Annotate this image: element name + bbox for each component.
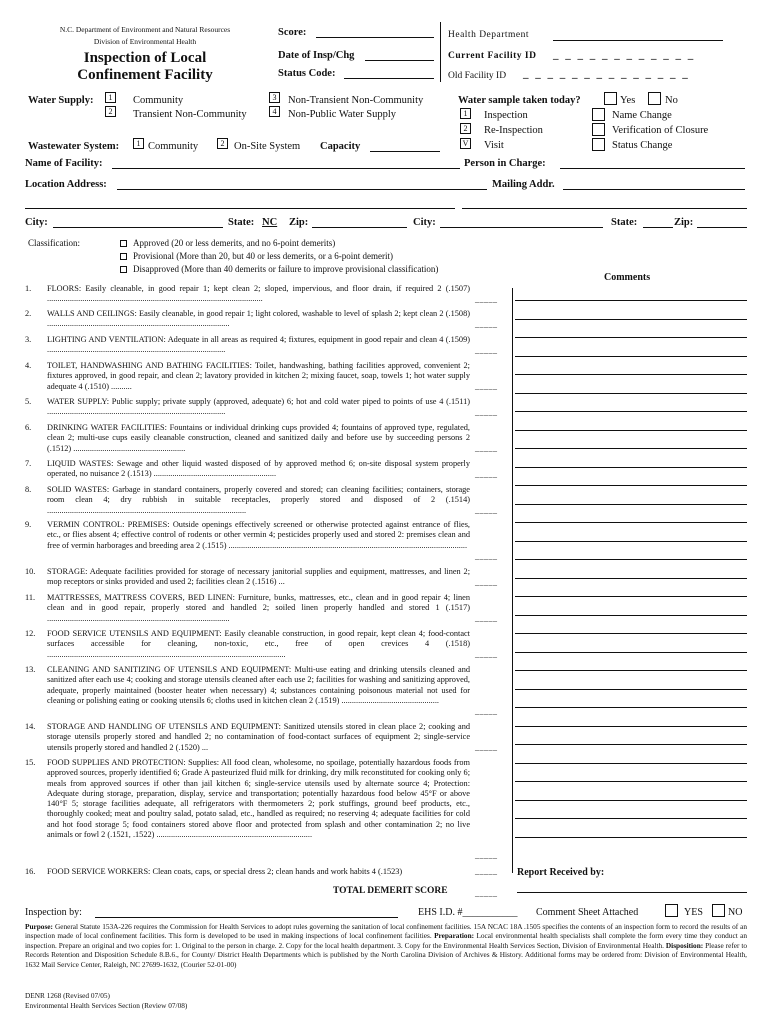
zip2-label: Zip: xyxy=(674,217,694,228)
wastewater-opt2-label: On-Site System xyxy=(234,141,301,152)
comment-line[interactable] xyxy=(515,670,747,671)
health-dept-label: Health Department xyxy=(448,30,530,40)
comments-heading: Comments xyxy=(604,272,651,283)
classification-label: Classification: xyxy=(28,238,80,248)
reason-visit-box[interactable]: V xyxy=(460,138,471,149)
report-received-label: Report Received by: xyxy=(517,867,605,878)
item-floors-score[interactable]: _____ xyxy=(475,295,498,304)
comment-sheet-label: Comment Sheet Attached xyxy=(536,907,639,918)
status-change-label: Status Change xyxy=(612,140,673,151)
comment-line[interactable] xyxy=(515,374,747,375)
wastewater-opt1-label: Community xyxy=(148,141,199,152)
item-food-workers-score[interactable]: _____ xyxy=(475,867,498,876)
comment-line[interactable] xyxy=(515,448,747,449)
comment-line[interactable] xyxy=(515,707,747,708)
item-cleaning-sanitizing: 13. CLEANING AND SANITIZING OF UTENSILS AND EQUIPMENT: Multi-use eating and drinking utensils cleaned and sanitized after each use 4; cooking and storage utensils cleaned after each use 2; facilities for washing and sanitizing approved, adequate, properly maintained (booster heater when necessary) 4; substances containing poisonous material not used for cleaning or polishing eating or cooking utensils 6; cloths used in kitchen clean 2 (.1519) ............................................... xyxy=(25,665,470,705)
comment-line[interactable] xyxy=(515,633,747,634)
item-liquid-wastes: 7. LIQUID WASTES: Sewage and other liquid wasted disposed of by approved method 6; on-site disposal system properly operated, no nuisance 2 (.1513) ........................................................... xyxy=(25,459,470,479)
item-cleaning-sanitizing-score[interactable]: _____ xyxy=(475,707,498,716)
status-change-box[interactable] xyxy=(592,138,605,151)
item-water-supply-score[interactable]: _____ xyxy=(475,408,498,417)
name-change-label: Name Change xyxy=(612,110,672,121)
old-facility-label: Old Facility ID xyxy=(448,71,507,81)
water-supply-label: Water Supply: xyxy=(28,95,94,106)
comment-line[interactable] xyxy=(515,467,747,468)
item-food-utensils-score[interactable]: _____ xyxy=(475,650,498,659)
comment-line[interactable] xyxy=(515,596,747,597)
comment-line[interactable] xyxy=(515,800,747,801)
comment-sheet-yes-label: YES xyxy=(684,907,703,918)
wastewater-label: Wastewater System: xyxy=(28,141,120,152)
item-solid-wastes: 8. SOLID WASTES: Garbage in standard containers, properly covered and stored; can cleaning facilities; containers, storage room clean 4; dry rubbish in suitable receptacles, properly stored and disposed of 2 (.1514) ................................................................................................ xyxy=(25,485,470,515)
verification-closure-label: Verification of Closure xyxy=(612,125,709,136)
item-toilet: 4. TOILET, HANDWASHING AND BATHING FACILITIES: Toilet, handwashing, bathing facilities approved, convenient 2; fixtures approved, in good repair, and clean 2; lavatory provided in kitchen 2; mixing faucet, soap, towels 1; hot water supply adequate 4 (.1510) .......... xyxy=(25,361,470,391)
item-mattresses-score[interactable]: _____ xyxy=(475,614,498,623)
name-change-box[interactable] xyxy=(592,108,605,121)
comment-line[interactable] xyxy=(515,615,747,616)
comment-line[interactable] xyxy=(515,411,747,412)
item-vermin-control-score[interactable]: _____ xyxy=(475,552,498,561)
current-facility-label: Current Facility ID xyxy=(448,51,537,61)
comment-line[interactable] xyxy=(515,393,747,394)
zip2-field[interactable] xyxy=(697,227,747,228)
total-demerit-score[interactable]: _____ xyxy=(475,889,498,898)
reason-inspection-box[interactable]: 1 xyxy=(460,108,471,119)
comment-line[interactable] xyxy=(515,726,747,727)
total-demerit-label: TOTAL DEMERIT SCORE xyxy=(333,886,448,896)
water-supply-opt2-label: Transient Non-Community xyxy=(133,109,247,120)
item-liquid-wastes-score[interactable]: _____ xyxy=(475,470,498,479)
item-vermin-control: 9. VERMIN CONTROL: PREMISES: Outside openings effectively screened or otherwise protected against entrance of flies, etc., or flies absent 4; effective control of rodents or other vermin 4; pesticides properly used and stored 2: premises clean and free of vermin harborages and breeding area 2 (.1515) ................................................................................................................... xyxy=(25,520,470,550)
item-lighting-score[interactable]: _____ xyxy=(475,346,498,355)
water-sample-label: Water sample taken today? xyxy=(458,95,581,106)
water-sample-no-label: No xyxy=(665,95,678,106)
city2-field[interactable] xyxy=(440,227,603,228)
person-in-charge-field[interactable] xyxy=(560,168,745,169)
comment-line[interactable] xyxy=(515,319,747,320)
location-address-line2[interactable] xyxy=(25,208,455,209)
mailing-address-line2[interactable] xyxy=(462,208,747,209)
classification-provisional[interactable]: Provisional (More than 20, but 40 or less demerits, or a 6-point demerit) xyxy=(120,251,393,261)
comment-line[interactable] xyxy=(515,837,747,838)
date-field[interactable] xyxy=(365,60,434,61)
wastewater-opt1-box[interactable]: 1 xyxy=(133,138,144,149)
location-address-field[interactable] xyxy=(117,189,487,190)
item-food-supplies: 15. FOOD SUPPLIES AND PROTECTION: Supplies: All food clean, wholesome, no spoilage, potentially hazardous foods from approved sources, properly identified 6; Grade A pasteurized fluid milk for drinking, dry milk reconstituted for cooking only 6; meals from approved sources if other than jail kitchen 6; single-service utensils used by alternate source 4; Protection: Adequate during storage, preparation, display, service and transportation; potentially hazardous food below 45°F or above 140°F 5; storage facilities adequate, all refrigerators with thermometers 2; pork stuffings, ground beef products, etc., thoroughly cooked; meat and poultry salad, potato salad, etc., handled as required; no reserving 4; adequate facilities for cold and hot food storage 5; food containers stored above floor and protected from splash and other contamination 2; no live animals or fowl 2 (.1521, .1522) ........................................................................... xyxy=(25,758,470,840)
comment-line[interactable] xyxy=(515,522,747,523)
reason-visit-label: Visit xyxy=(484,140,504,151)
item-walls-ceilings: 2. WALLS AND CEILINGS: Easily cleanable, in good repair 1; light colored, washable to level of splash 2; kept clean 2 (.1508) ........................................................................................ xyxy=(25,309,470,329)
item-solid-wastes-score[interactable]: _____ xyxy=(475,506,498,515)
city-field[interactable] xyxy=(53,227,223,228)
water-supply-opt3[interactable]: 3 xyxy=(269,92,280,103)
item-storage-handling: 14. STORAGE AND HANDLING OF UTENSILS AND EQUIPMENT: Sanitized utensils stored in clean place 2; cooking and storage utensils properly stored and handled 2; no contamination of food-contact surfaces of equipment 2; single-service utensils properly stored and handled 2 (.1520) ... xyxy=(25,722,470,752)
reason-inspection-label: Inspection xyxy=(484,110,528,121)
comment-line[interactable] xyxy=(515,485,747,486)
comment-sheet-no-label: NO xyxy=(728,907,743,918)
water-supply-opt3-label: Non-Transient Non-Community xyxy=(288,95,424,106)
reason-reinspection-box[interactable]: 2 xyxy=(460,123,471,134)
water-supply-opt1[interactable]: 1 xyxy=(105,92,116,103)
header-divider xyxy=(440,22,441,82)
item-drinking-water-score[interactable]: _____ xyxy=(475,444,498,453)
water-supply-opt4-label: Non-Public Water Supply xyxy=(288,109,397,120)
division-name: Division of Environmental Health xyxy=(93,37,197,46)
comment-sheet-no-box[interactable] xyxy=(712,904,725,917)
form-id: DENR 1268 (Revised 07/05) xyxy=(25,991,110,1000)
ehs-id-field[interactable]: EHS I.D. #___________ xyxy=(418,907,518,918)
water-supply-opt4[interactable]: 4 xyxy=(269,106,280,117)
item-food-supplies-score[interactable]: _____ xyxy=(475,851,498,860)
item-toilet-score[interactable]: _____ xyxy=(475,382,498,391)
zip-label: Zip: xyxy=(289,217,309,228)
verification-closure-box[interactable] xyxy=(592,123,605,136)
item-storage: 10. STORAGE: Adequate facilities provided for storage of necessary janitorial supplies and equipment, mattresses, and linen 2; mop receptors or sinks provided and used 2; facilities clean 2 (.1516) ... xyxy=(25,567,470,587)
item-food-utensils: 12. FOOD SERVICE UTENSILS AND EQUIPMENT: Easily cleanable construction, in good repair, kept clean 4; food-contact surfaces accessible for cleaning, non-toxic, etc., free of open crevices 4 (.1518) ................................................................................................................... xyxy=(25,629,470,659)
zip-field[interactable] xyxy=(312,227,407,228)
water-sample-no-box[interactable] xyxy=(648,92,661,105)
date-label: Date of Insp/Chg xyxy=(278,50,355,61)
report-received-field[interactable] xyxy=(517,892,747,893)
health-dept-field[interactable] xyxy=(553,40,723,41)
item-water-supply: 5. WATER SUPPLY: Public supply; private supply (approved, adequate) 6; hot and cold water piped to points of use 4 (.1511) ...................................................................................... xyxy=(25,397,470,417)
status-code-field[interactable] xyxy=(344,78,434,79)
item-mattresses: 11. MATTRESSES, MATTRESS COVERS, BED LINEN: Furniture, bunks, mattresses, etc., clean and in good repair 4; linen clean and in good repair, properly stored and handled 2; soiled linen properly handled and stored 1 (.1517) ........................................................................................ xyxy=(25,593,470,623)
item-drinking-water: 6. DRINKING WATER FACILITIES: Fountains or individual drinking cups provided 4; fountains of approved type, regulated, clean 2; multi-use cups easily cleanable construction, cleaned and sanitized daily and before use by succeeding persons 2 (.1512) ...................................................... xyxy=(25,423,470,453)
state2-field[interactable] xyxy=(643,227,673,228)
facility-name-label: Name of Facility: xyxy=(25,158,103,169)
old-facility-field[interactable]: _ _ _ _ _ _ _ _ _ _ _ _ _ _ xyxy=(523,68,690,80)
water-supply-opt1-label: Community xyxy=(133,95,184,106)
section-review: Environmental Health Services Section (Review 07/08) xyxy=(25,1001,188,1010)
state2-label: State: xyxy=(611,217,638,228)
wastewater-opt2-box[interactable]: 2 xyxy=(217,138,228,149)
comment-line[interactable] xyxy=(515,430,747,431)
person-in-charge-label: Person in Charge: xyxy=(464,158,546,169)
inspection-by-label: Inspection by: xyxy=(25,907,82,918)
item-food-workers: 16. FOOD SERVICE WORKERS: Clean coats, caps, or special dress 2; clean hands and work habits 4 (.1523) xyxy=(25,867,403,876)
form-title-line1: Inspection of Local xyxy=(83,50,207,66)
comment-line[interactable] xyxy=(515,689,747,690)
comment-line[interactable] xyxy=(515,781,747,782)
water-sample-yes-label: Yes xyxy=(620,95,636,106)
classification-approved[interactable]: Approved (20 or less demerits, and no 6-point demerits) xyxy=(120,238,335,248)
location-address-label: Location Address: xyxy=(25,179,107,190)
comment-line[interactable] xyxy=(515,652,747,653)
facility-name-field[interactable] xyxy=(112,168,460,169)
comment-line[interactable] xyxy=(515,541,747,542)
inspection-by-field[interactable] xyxy=(95,917,398,918)
purpose-paragraph: Purpose: General Statute 153A-226 requires the Commission for Health Services to adopt rules governing the sanitation of local confinement facilities. 15A NCAC 18A .1505 specifies the contents of an inspection form to record the results of an inspection made of local confinement facilities. This form is developed to be used in making inspections of local confinement facilities. Preparation: Local environmental health specialists shall complete the form every time they conduct an inspection. Prepare an original and two copies for: 1. Original to the person in charge. 2. Copy for the local health department. 3. Copy for the Environmental Health Services Section, Division of Environmental Health. Disposition: Please refer to Records Retention and Disposition Schedule 8.B.6., for County/ District Health Departments which is published by the North Carolina Division of Archives & History. Additional forms may be ordered from: Division of Environmental Health, 1632 Mail Service Center, Raleigh, NC 27699-1632, (Courier 52-01-00) xyxy=(25,922,748,969)
comment-sheet-yes-box[interactable] xyxy=(665,904,678,917)
mailing-address-field[interactable] xyxy=(563,189,745,190)
form-title-line2: Confinement Facility xyxy=(77,67,213,83)
state-value[interactable]: NC xyxy=(262,217,278,228)
city2-label: City: xyxy=(413,217,436,228)
comment-line[interactable] xyxy=(515,578,747,579)
capacity-field[interactable] xyxy=(370,151,440,152)
item-floors: 1. FLOORS: Easily cleanable, in good repair 1; kept clean 2; sloped, impervious, and floor drain, if required 2 (.1507) ........................................................................................................ xyxy=(25,284,470,304)
item-storage-handling-score[interactable]: _____ xyxy=(475,743,498,752)
comment-line[interactable] xyxy=(515,818,747,819)
comment-line[interactable] xyxy=(515,559,747,560)
comment-line[interactable] xyxy=(515,337,747,338)
water-sample-yes-box[interactable] xyxy=(604,92,617,105)
status-code-label: Status Code: xyxy=(278,68,336,79)
mailing-address-label: Mailing Addr. xyxy=(492,179,555,190)
item-lighting: 3. LIGHTING AND VENTILATION: Adequate in all areas as required 4; fixtures, equipment in good repair and clean 4 (.1509) ...................................................................................... xyxy=(25,335,470,355)
comments-divider xyxy=(512,288,513,873)
comment-line[interactable] xyxy=(515,504,747,505)
state-label: State: xyxy=(228,217,255,228)
comment-line[interactable] xyxy=(515,763,747,764)
comment-line[interactable] xyxy=(515,300,747,301)
comment-line[interactable] xyxy=(515,356,747,357)
item-storage-score[interactable]: _____ xyxy=(475,578,498,587)
comment-line[interactable] xyxy=(515,744,747,745)
dept-name: N.C. Department of Environment and Natural Resources xyxy=(59,25,231,34)
capacity-label: Capacity xyxy=(320,141,361,152)
item-walls-ceilings-score[interactable]: _____ xyxy=(475,320,498,329)
reason-reinspection-label: Re-Inspection xyxy=(484,125,543,136)
classification-disapproved[interactable]: Disapproved (More than 40 demerits or failure to improve provisional classification) xyxy=(120,264,438,274)
score-field[interactable] xyxy=(316,37,434,38)
water-supply-opt2[interactable]: 2 xyxy=(105,106,116,117)
score-label: Score: xyxy=(278,27,307,38)
current-facility-field[interactable]: _ _ _ _ _ _ _ _ _ _ _ _ xyxy=(553,49,696,61)
city-label: City: xyxy=(25,217,48,228)
